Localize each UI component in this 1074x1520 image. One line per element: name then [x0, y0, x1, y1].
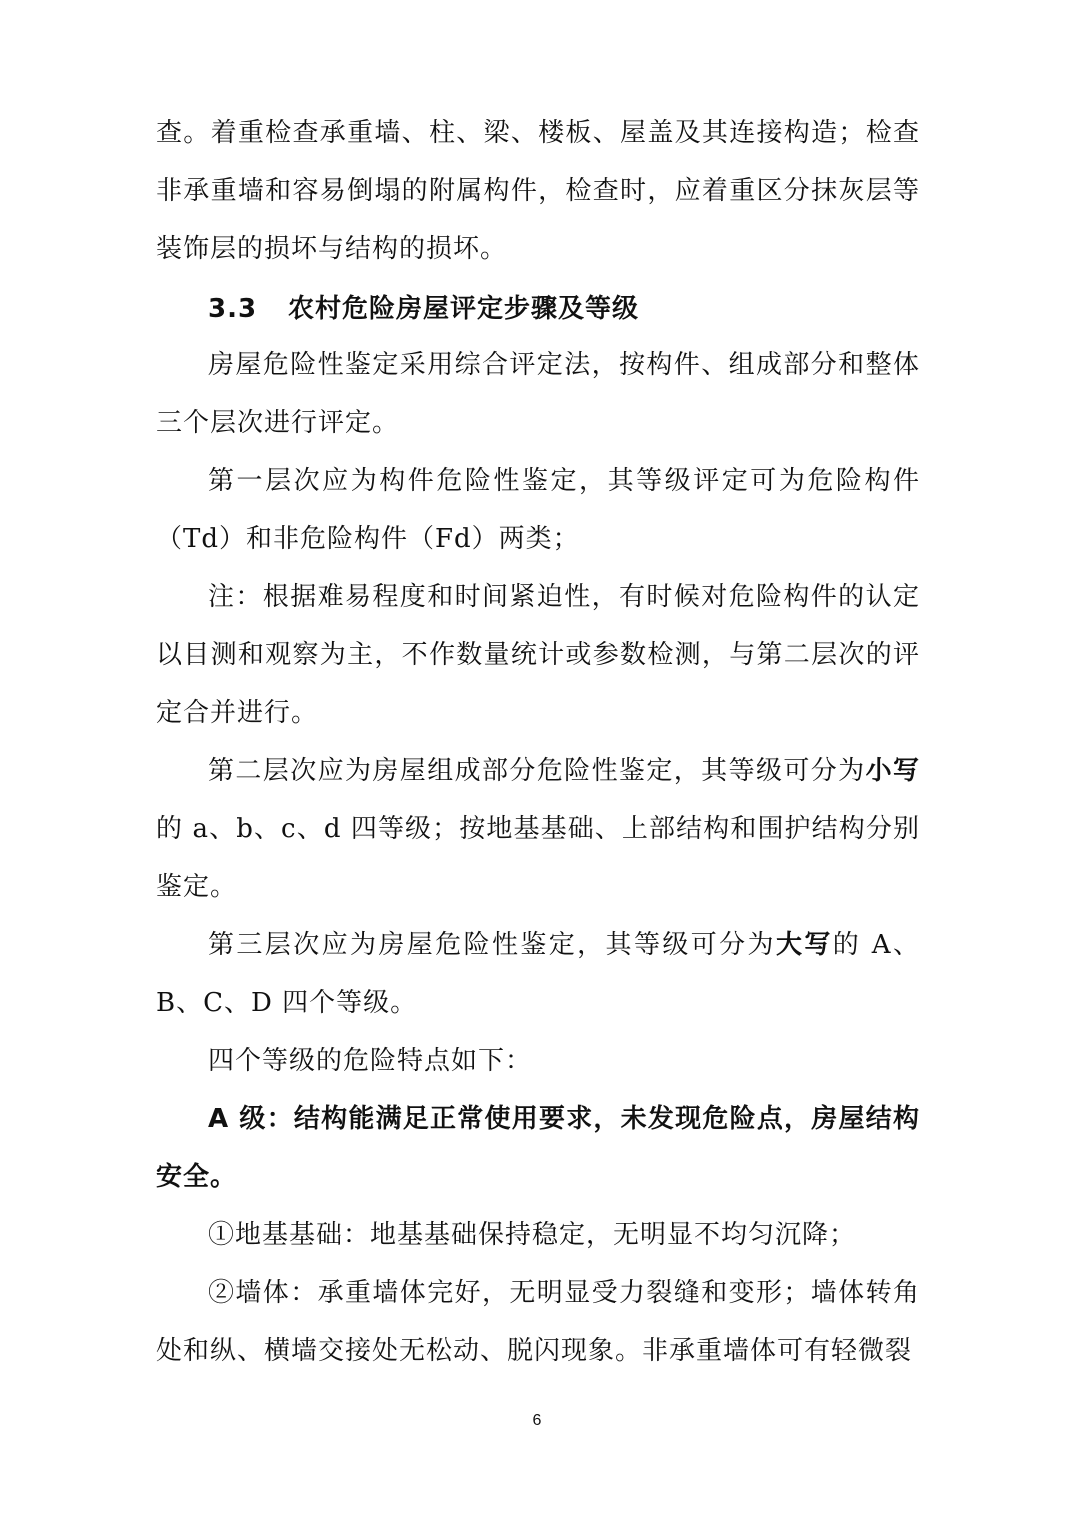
level-two-text-before: 第二层次应为房屋组成部分危险性鉴定，其等级可分为 — [208, 756, 866, 786]
paragraph-grade-a: A 级：结构能满足正常使用要求，未发现危险点，房屋结构安全。 — [156, 1104, 920, 1192]
paragraph-foundation: ①地基基础：地基基础保持稳定，无明显不均匀沉降； — [208, 1220, 857, 1250]
section-number: 3.3 — [208, 294, 258, 324]
paragraph-method: 房屋危险性鉴定采用综合评定法，按构件、组成部分和整体三个层次进行评定。 — [156, 350, 920, 438]
paragraph-level-two — [156, 742, 920, 916]
paragraph-note: 注：根据难易程度和时间紧迫性，有时候对危险构件的认定以目测和观察为主，不作数量统计或参数检测，与第二层次的评定合并进行。 — [156, 582, 920, 728]
level-two-emphasis: 小写 — [865, 756, 920, 786]
page-number: 6 — [532, 1412, 542, 1429]
level-three-text-before: 第三层次应为房屋危险性鉴定，其等级可分为 — [208, 930, 776, 960]
level-three-emphasis: 大写 — [775, 930, 833, 960]
section-heading — [156, 280, 920, 338]
level-two-text-after: 的 a、b、c、d 四等级；按地基基础、上部结构和围护结构分别鉴定。 — [156, 814, 920, 902]
level-three-text-after: 的 A、B、C、D 四个等级。 — [156, 930, 920, 1018]
body-text — [156, 104, 920, 1380]
paragraph-level-one: 第一层次应为构件危险性鉴定，其等级评定可为危险构件（Td）和非危险构件（Fd）两类； — [156, 466, 920, 554]
continuation-paragraph: 查。着重检查承重墙、柱、梁、楼板、屋盖及其连接构造；检查非承重墙和容易倒塌的附属构件，检查时，应着重区分抹灰层等装饰层的损坏与结构的损坏。 — [156, 118, 920, 264]
section-title: 农村危险房屋评定步骤及等级 — [288, 294, 640, 324]
paragraph-level-three — [156, 916, 920, 1032]
paragraph-features-intro: 四个等级的危险特点如下： — [208, 1046, 533, 1076]
paragraph-walls: ②墙体：承重墙体完好，无明显受力裂缝和变形；墙体转角处和纵、横墙交接处无松动、脱闪现象。非承重墙体可有轻微裂 — [156, 1278, 920, 1366]
